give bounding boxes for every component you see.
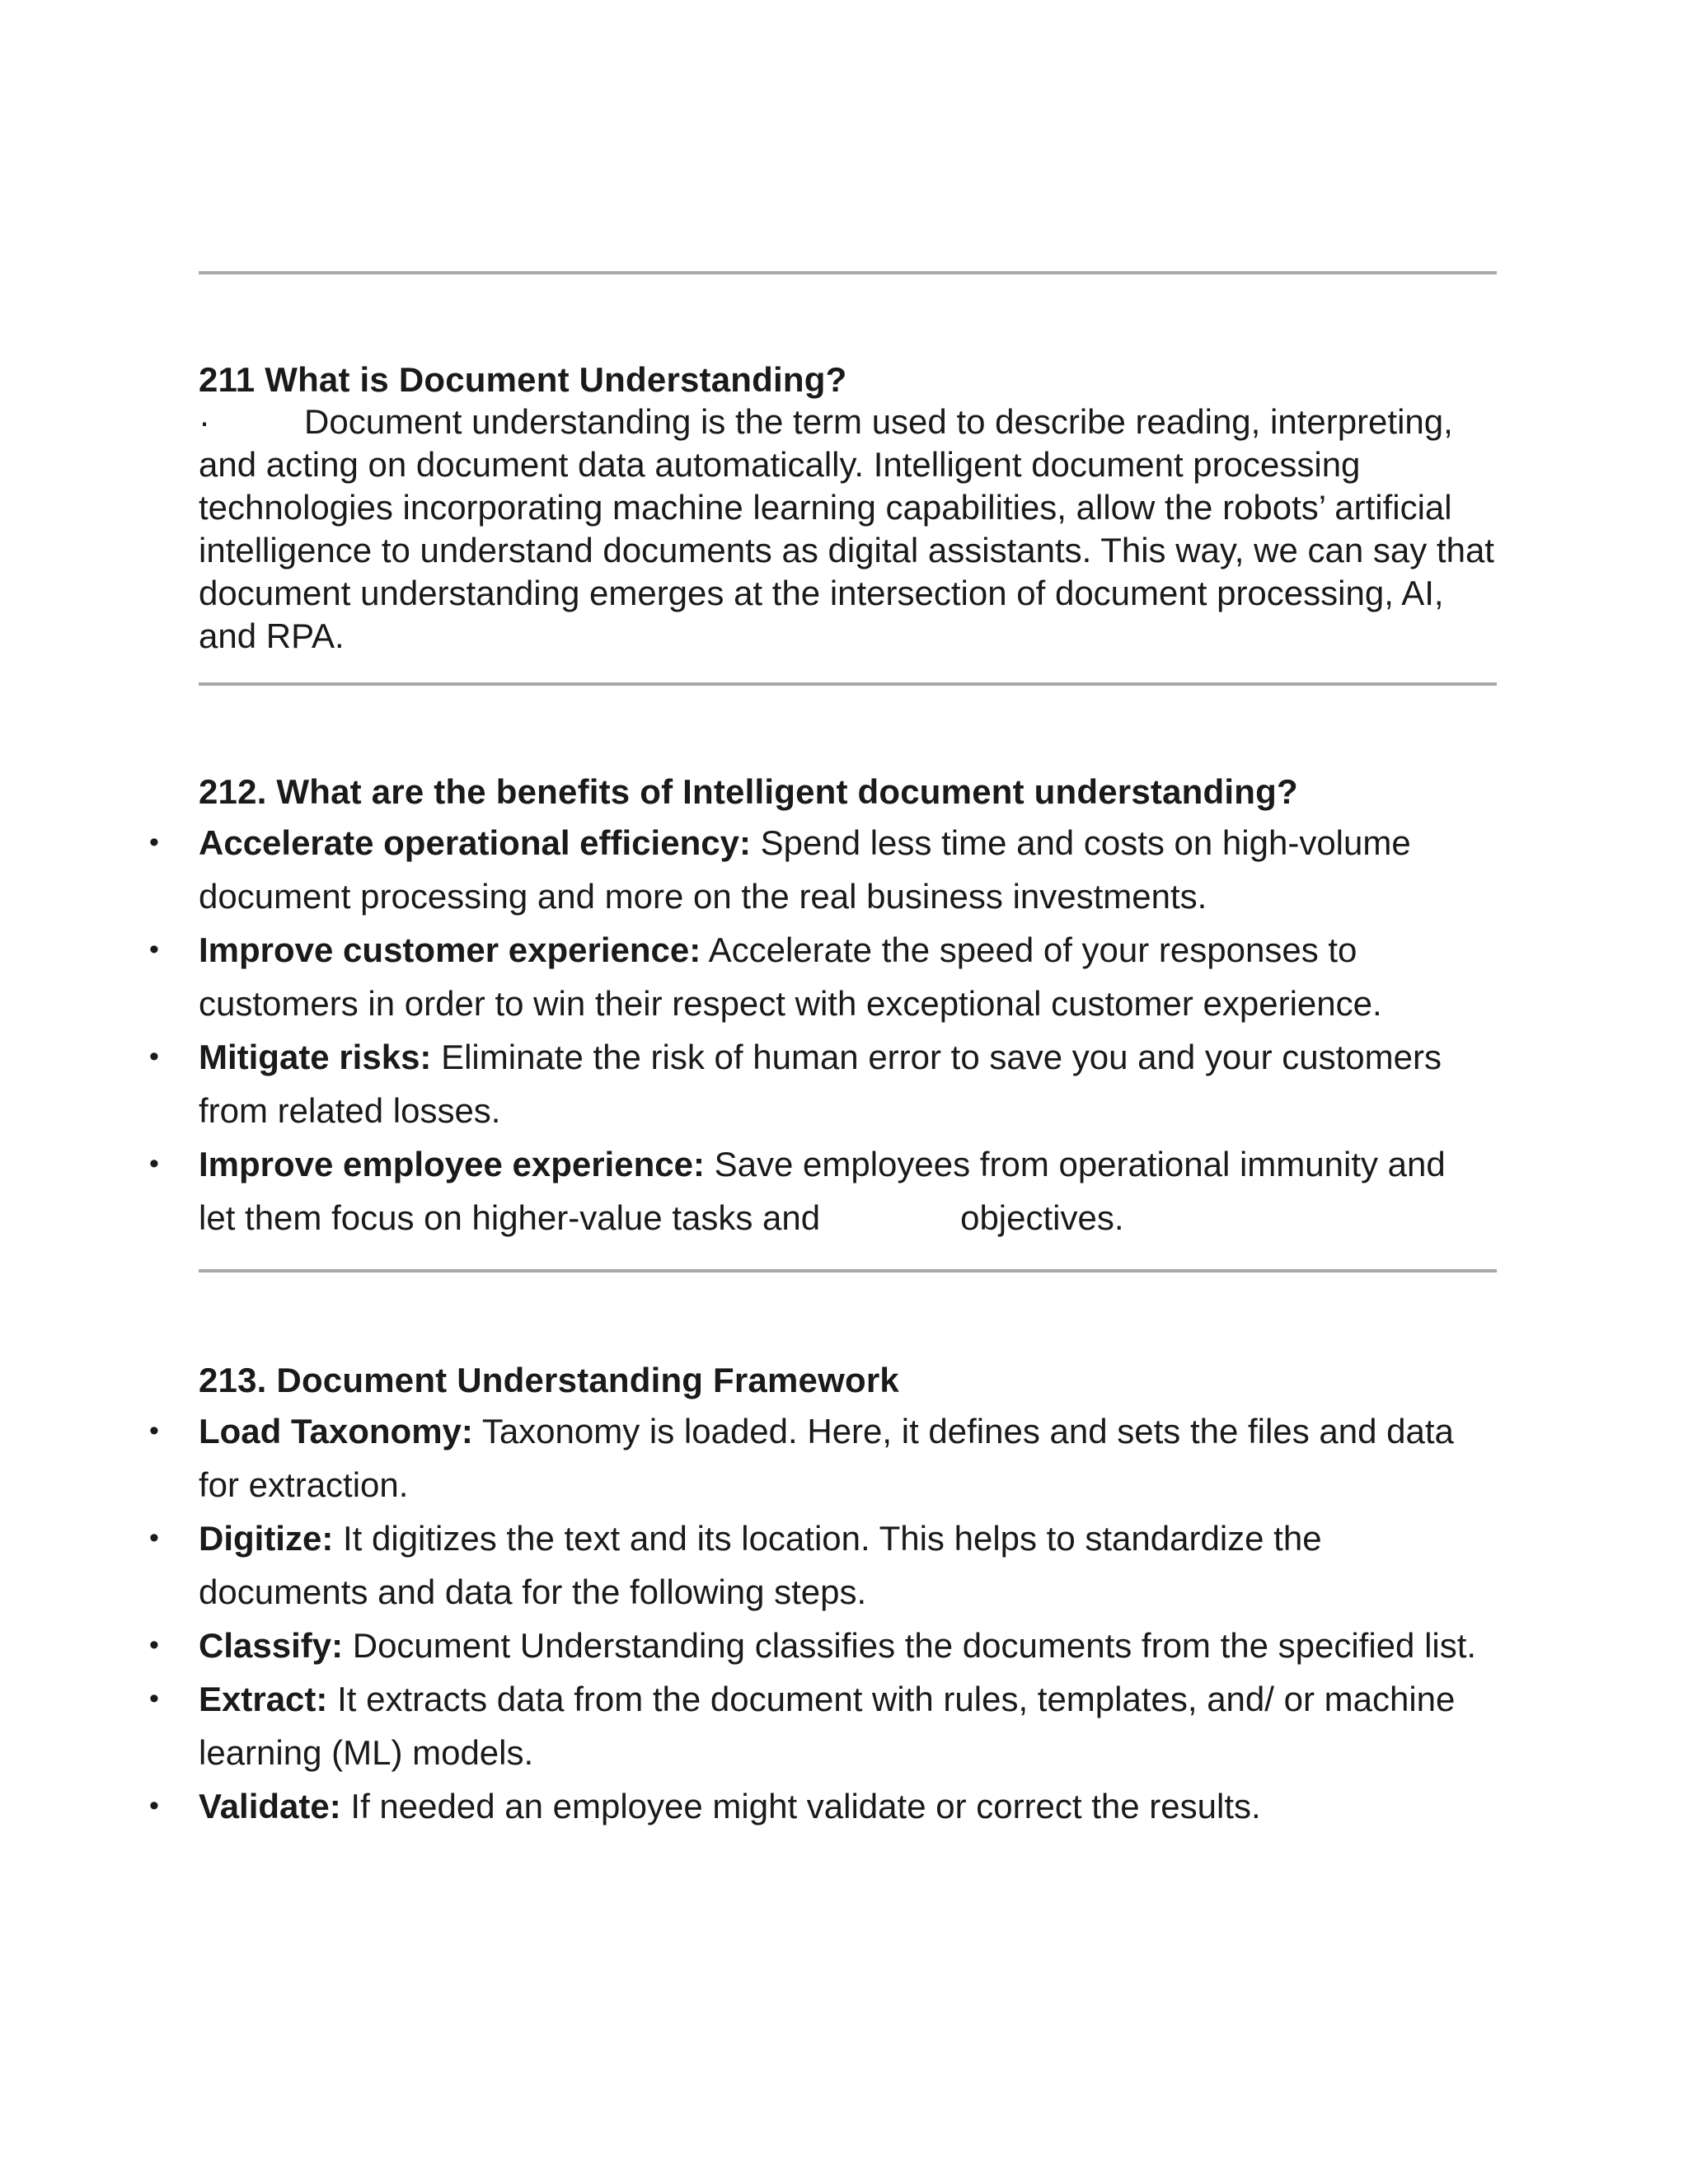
- section-213-heading: 213. Document Understanding Framework: [199, 1361, 899, 1399]
- list-item-text: Spend less time and costs on high-volume document processing and more on the real business investments.: [199, 823, 1411, 916]
- bullet-icon: •: [149, 1629, 159, 1661]
- section-212: [149, 771, 1468, 1244]
- framework-list: [149, 1404, 1484, 1833]
- section-212-number: 212: [199, 772, 257, 811]
- list-item: [149, 1030, 1468, 1137]
- list-item-text: If needed an employee might validate or correct the results.: [340, 1787, 1261, 1825]
- list-item: [149, 1511, 1484, 1619]
- divider-top: [199, 271, 1497, 274]
- section-212-heading: [199, 771, 1468, 813]
- bullet-icon: •: [149, 827, 159, 858]
- list-item-text: Eliminate the risk of human error to save you and your customers from related losses.: [199, 1038, 1442, 1130]
- list-item: [149, 1619, 1484, 1672]
- bullet-icon: •: [149, 1522, 159, 1554]
- benefits-list: [149, 816, 1468, 1244]
- list-item: [149, 816, 1468, 923]
- bullet-icon: •: [149, 1415, 159, 1446]
- list-item: [149, 1672, 1484, 1779]
- list-item-text: Accelerate the speed of your responses to customers in order to win their respect with exceptional customer experience.: [199, 930, 1382, 1023]
- list-item-text: It digitizes the text and its location. This helps to standardize the documents and data for the following steps.: [199, 1519, 1322, 1611]
- list-item-term: Accelerate operational efficiency:: [199, 823, 751, 862]
- list-item-term: Improve customer experience:: [199, 930, 701, 969]
- section-211-heading: 211 What is Document Understanding?: [199, 360, 847, 399]
- list-item-text-end: objectives.: [960, 1198, 1124, 1237]
- lead-marker: ·: [199, 402, 210, 441]
- section-211-body: Document understanding is the term used to describe reading, interpreting, and acting on document data automatically. Intelligent document processing technologies incorporating machine learning capabilities, allow the robots’ artificial intelligence to understand documents as digital assistants. This way, we can say that document understanding emerges at the intersection of document processing, AI, and RPA.: [199, 402, 1494, 655]
- section-213: [149, 1360, 1484, 1833]
- list-item-term: Load Taxonomy:: [199, 1412, 473, 1451]
- divider-after-211: [199, 682, 1497, 686]
- bullet-icon: •: [149, 1041, 159, 1072]
- list-item: [149, 1137, 1468, 1244]
- section-212-title: . What are the benefits of Intelligent document understanding?: [256, 772, 1298, 811]
- bullet-icon: •: [149, 934, 159, 965]
- divider-after-212: [199, 1269, 1497, 1272]
- list-item-term: Digitize:: [199, 1519, 334, 1558]
- section-211: [199, 359, 1501, 658]
- list-item: [149, 1779, 1484, 1833]
- list-item-term: Improve employee experience:: [199, 1145, 705, 1183]
- list-item-text: Save employees from operational immunity and let them focus on higher-value tasks and: [199, 1145, 1446, 1237]
- list-item: [149, 923, 1468, 1030]
- list-item-term: Classify:: [199, 1626, 344, 1665]
- bullet-icon: •: [149, 1148, 159, 1179]
- list-item-text: It extracts data from the document with rules, templates, and/ or machine learning (ML) models.: [199, 1680, 1456, 1772]
- section-211-paragraph: [199, 401, 1501, 658]
- list-item-term: Validate:: [199, 1787, 341, 1825]
- bullet-icon: •: [149, 1790, 159, 1821]
- list-item-text: Taxonomy is loaded. Here, it defines and sets the files and data for extraction.: [199, 1412, 1454, 1504]
- bullet-icon: •: [149, 1683, 159, 1714]
- list-item-term: Extract:: [199, 1680, 328, 1718]
- list-item-text: Document Understanding classifies the documents from the specified list.: [343, 1626, 1477, 1665]
- list-item-term: Mitigate risks:: [199, 1038, 432, 1076]
- list-item: [149, 1404, 1484, 1511]
